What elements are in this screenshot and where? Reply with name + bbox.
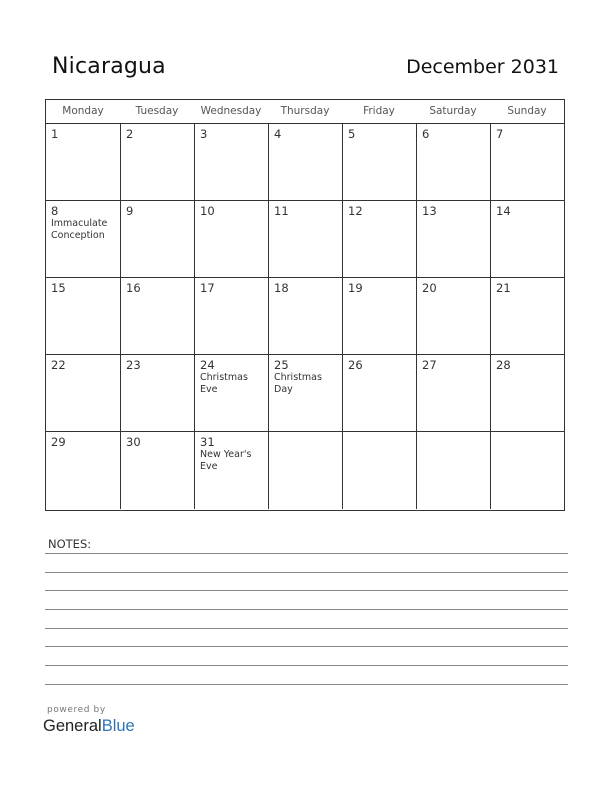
day-number: 25 bbox=[274, 358, 289, 372]
day-number: 27 bbox=[422, 358, 437, 372]
day-number: 17 bbox=[200, 281, 215, 295]
notes-label: NOTES: bbox=[48, 537, 92, 551]
day-number: 15 bbox=[51, 281, 66, 295]
day-cell bbox=[268, 124, 342, 200]
note-line bbox=[45, 590, 568, 591]
day-cell bbox=[416, 201, 490, 277]
day-number: 8 bbox=[51, 204, 59, 218]
day-cell bbox=[416, 124, 490, 200]
note-line bbox=[45, 665, 568, 666]
generalblue-logo bbox=[43, 717, 135, 736]
day-cell bbox=[342, 278, 416, 354]
day-cell bbox=[120, 355, 194, 431]
weekday-header-row bbox=[46, 100, 564, 124]
day-cell bbox=[416, 432, 490, 509]
day-number: 5 bbox=[348, 127, 356, 141]
calendar-grid bbox=[45, 99, 565, 511]
day-number: 20 bbox=[422, 281, 437, 295]
logo-text-blue: Blue bbox=[101, 717, 135, 735]
logo-text-general: General bbox=[43, 717, 102, 735]
day-number: 4 bbox=[274, 127, 282, 141]
day-cell bbox=[416, 278, 490, 354]
day-number: 22 bbox=[51, 358, 66, 372]
day-cell bbox=[490, 432, 564, 509]
note-line bbox=[45, 609, 568, 610]
day-number: 7 bbox=[496, 127, 504, 141]
day-cell bbox=[268, 355, 342, 431]
day-number: 24 bbox=[200, 358, 215, 372]
day-cell bbox=[194, 278, 268, 354]
day-cell bbox=[46, 278, 120, 354]
day-cell bbox=[268, 278, 342, 354]
day-cell bbox=[194, 432, 268, 509]
day-cell bbox=[194, 124, 268, 200]
day-cell bbox=[490, 278, 564, 354]
week-row bbox=[46, 278, 564, 355]
holiday-label: Immaculate Conception bbox=[51, 218, 108, 241]
day-cell bbox=[268, 432, 342, 509]
calendar-country-title: Nicaragua bbox=[52, 54, 166, 79]
day-number: 28 bbox=[496, 358, 511, 372]
day-number: 18 bbox=[274, 281, 289, 295]
day-cell bbox=[342, 432, 416, 509]
day-cell bbox=[46, 124, 120, 200]
day-number: 13 bbox=[422, 204, 437, 218]
day-cell bbox=[120, 432, 194, 509]
day-number: 2 bbox=[126, 127, 134, 141]
day-cell bbox=[120, 201, 194, 277]
day-cell bbox=[120, 278, 194, 354]
weekday-header: Friday bbox=[363, 105, 395, 117]
day-number: 11 bbox=[274, 204, 289, 218]
day-number: 23 bbox=[126, 358, 141, 372]
day-number: 6 bbox=[422, 127, 430, 141]
day-number: 16 bbox=[126, 281, 141, 295]
holiday-label: New Year's Eve bbox=[200, 449, 252, 472]
holiday-label: Christmas Day bbox=[274, 372, 322, 395]
weekday-header: Tuesday bbox=[135, 105, 179, 117]
day-cell bbox=[342, 201, 416, 277]
day-cell bbox=[490, 124, 564, 200]
day-number: 21 bbox=[496, 281, 511, 295]
note-line bbox=[45, 553, 568, 554]
note-line bbox=[45, 628, 568, 629]
powered-by-text: powered by bbox=[47, 705, 106, 715]
calendar-month-title: December 2031 bbox=[406, 56, 559, 78]
day-number: 9 bbox=[126, 204, 134, 218]
day-number: 12 bbox=[348, 204, 363, 218]
note-line bbox=[45, 572, 568, 573]
day-number: 1 bbox=[51, 127, 59, 141]
day-number: 3 bbox=[200, 127, 208, 141]
day-cell bbox=[46, 432, 120, 509]
weekday-header: Thursday bbox=[280, 105, 330, 117]
weekday-header: Monday bbox=[62, 105, 104, 117]
day-cell bbox=[120, 124, 194, 200]
weekday-header: Saturday bbox=[429, 105, 477, 117]
day-number: 19 bbox=[348, 281, 363, 295]
week-row bbox=[46, 355, 564, 432]
weekday-header: Wednesday bbox=[200, 105, 262, 117]
week-row bbox=[46, 124, 564, 201]
day-cell bbox=[194, 201, 268, 277]
day-number: 14 bbox=[496, 204, 511, 218]
day-cell bbox=[342, 355, 416, 431]
day-cell bbox=[46, 201, 120, 277]
day-cell bbox=[194, 355, 268, 431]
holiday-label: Christmas Eve bbox=[200, 372, 248, 395]
week-row bbox=[46, 432, 564, 509]
note-line bbox=[45, 684, 568, 685]
day-number: 31 bbox=[200, 435, 215, 449]
day-number: 29 bbox=[51, 435, 66, 449]
day-number: 10 bbox=[200, 204, 215, 218]
day-cell bbox=[490, 355, 564, 431]
week-row bbox=[46, 201, 564, 278]
day-cell bbox=[342, 124, 416, 200]
day-cell bbox=[416, 355, 490, 431]
day-number: 26 bbox=[348, 358, 363, 372]
day-cell bbox=[268, 201, 342, 277]
day-cell bbox=[490, 201, 564, 277]
day-number: 30 bbox=[126, 435, 141, 449]
weekday-header: Sunday bbox=[507, 105, 547, 117]
day-cell bbox=[46, 355, 120, 431]
note-line bbox=[45, 646, 568, 647]
